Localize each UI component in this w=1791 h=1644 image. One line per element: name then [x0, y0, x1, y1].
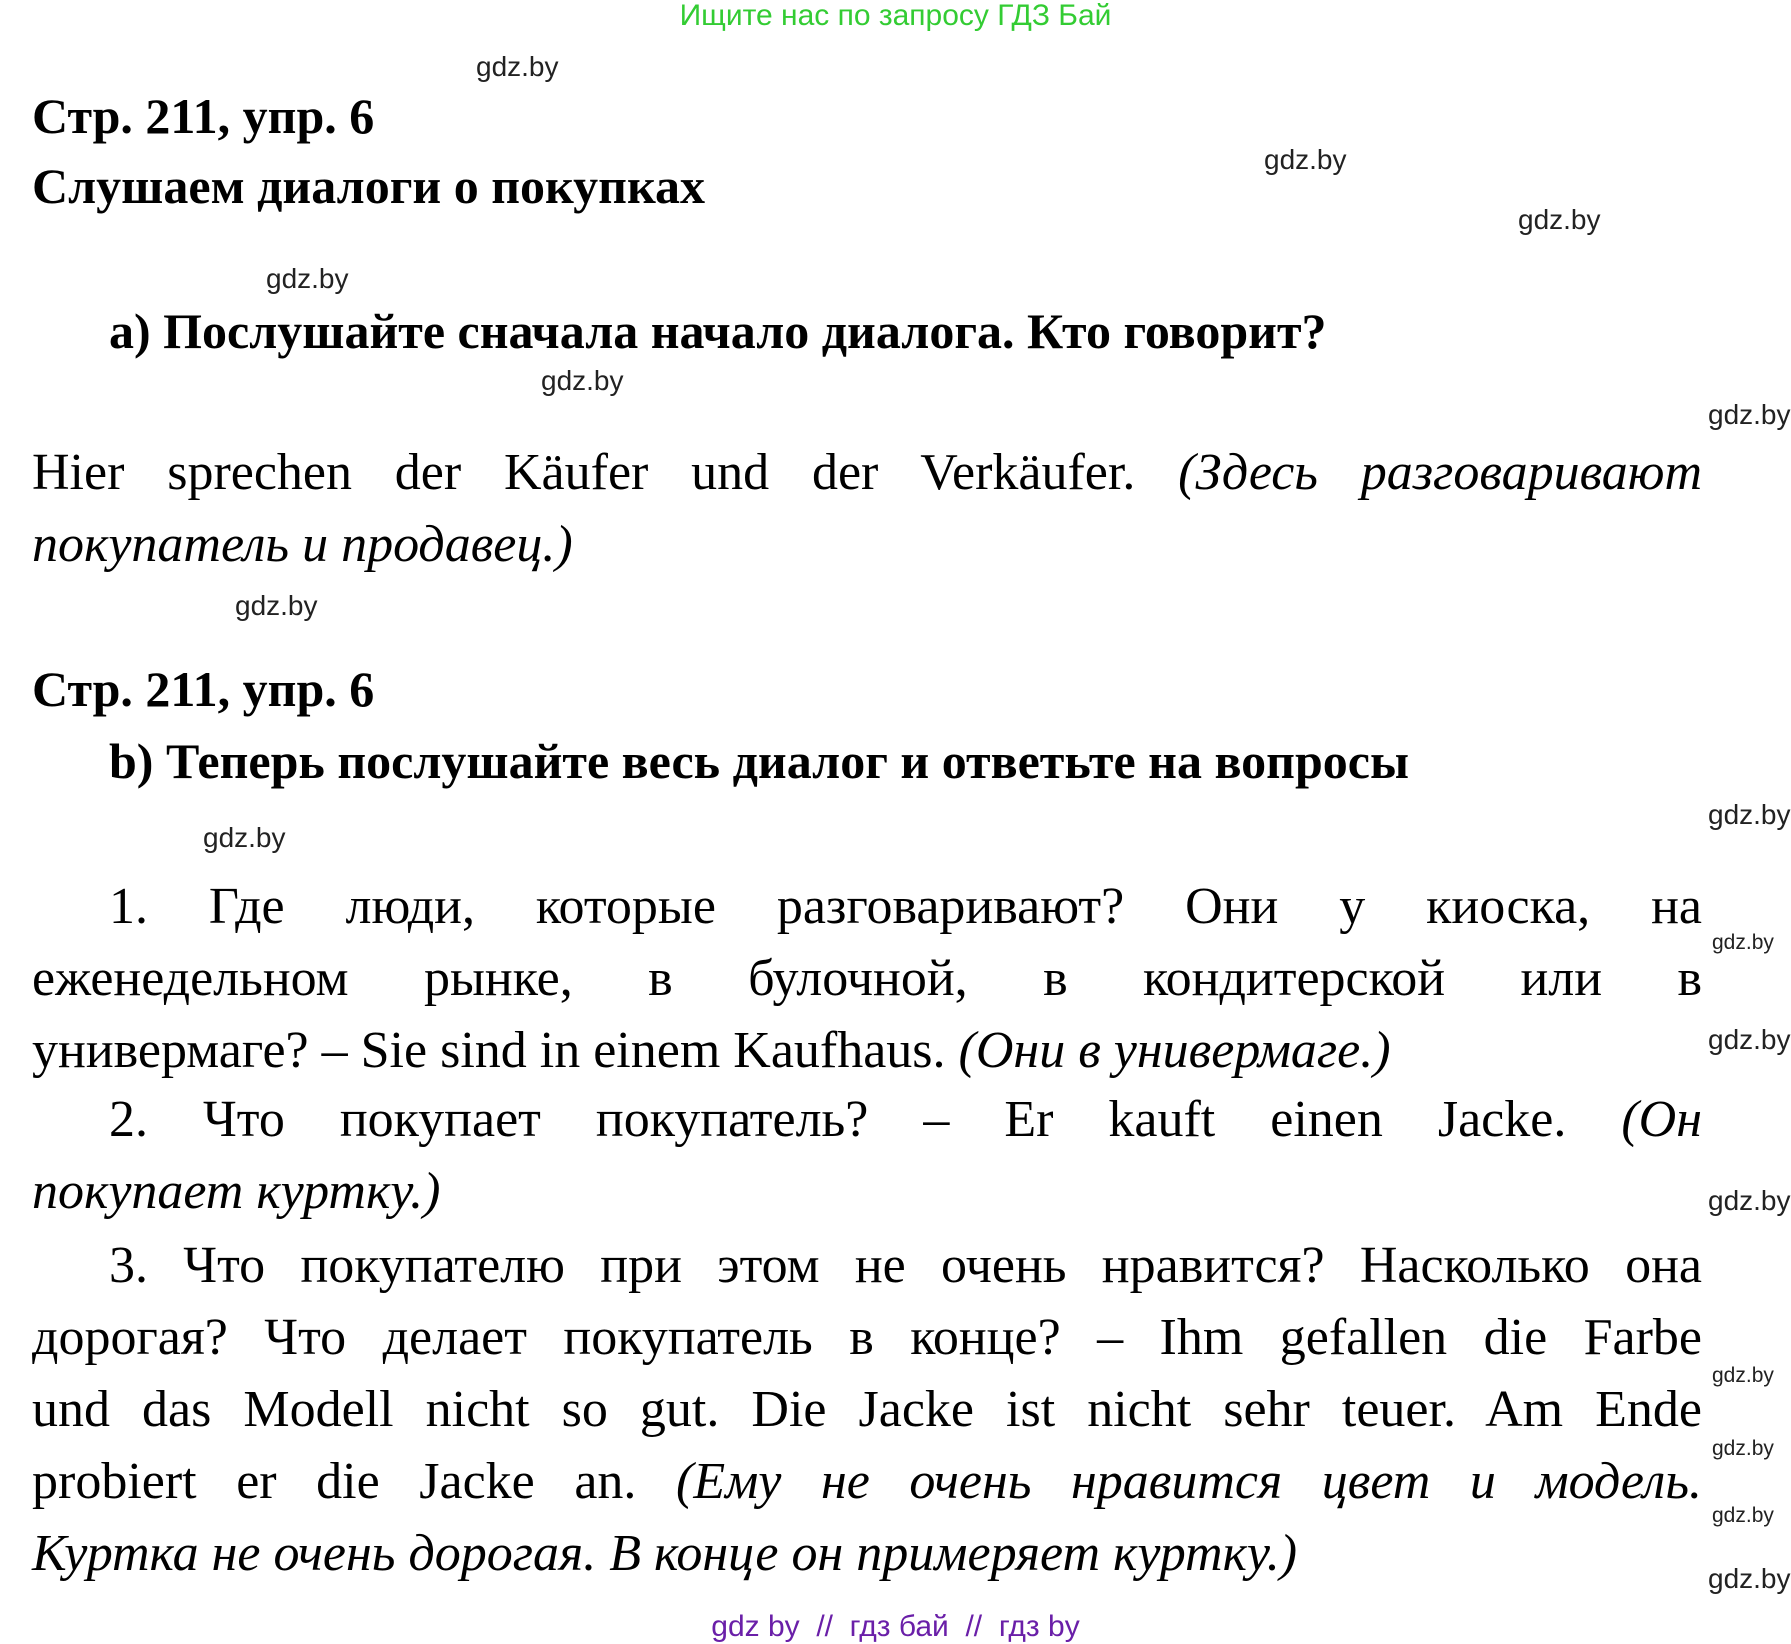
task-b-heading: b) Теперь послушайте весь диалог и ответьте на вопросы: [109, 733, 1409, 789]
answer-a-line: [32, 437, 1702, 509]
question-line: [32, 1015, 1702, 1087]
answer-translation: Куртка не очень дорогая. В конце он примеряет куртку.): [32, 1525, 1298, 1582]
watermark: gdz.by: [1708, 1563, 1791, 1594]
question-1: [32, 871, 1702, 1087]
question-line: [32, 1518, 1702, 1590]
watermark: gdz.by: [1712, 931, 1774, 954]
watermark: gdz.by: [1712, 1437, 1774, 1460]
watermark: gdz.by: [1708, 1185, 1791, 1216]
question-2: [32, 1084, 1702, 1228]
section-title: Слушаем диалоги о покупках: [32, 158, 705, 214]
watermark: gdz.by: [1712, 1504, 1774, 1527]
watermark: gdz.by: [1708, 799, 1791, 830]
question-line: дорогая? Что делает покупатель в конце? – Ihm gefallen die Farbe: [32, 1309, 1702, 1366]
question-line: [32, 1156, 1702, 1228]
watermark: gdz.by: [1708, 399, 1791, 430]
task-a-heading: a) Послушайте сначала начало диалога. Кто говорит?: [109, 303, 1327, 359]
question-3: [32, 1230, 1702, 1590]
watermark: gdz.by: [266, 263, 349, 294]
answer-translation: покупает куртку.): [32, 1163, 441, 1220]
answer-german: 2. Что покупает покупатель? – Er kauft einen Jacke.: [109, 1091, 1567, 1148]
watermark: gdz.by: [1712, 1364, 1774, 1387]
answer-translation: (Он: [1621, 1091, 1702, 1148]
answer-german: probiert er die Jacke an.: [32, 1453, 637, 1510]
watermark: gdz.by: [1518, 204, 1601, 235]
question-line: 1. Где люди, которые разговаривают? Они у киоска, на: [109, 878, 1702, 935]
question-line: [32, 1084, 1702, 1156]
page-title-2: Стр. 211, упр. 6: [32, 661, 375, 717]
answer-a: [32, 437, 1702, 581]
search-banner: Ищите нас по запросу ГДЗ Бай: [679, 0, 1112, 32]
question-line: [32, 1446, 1702, 1518]
answer-translation: (Ему не очень нравится цвет и модель.: [676, 1453, 1703, 1510]
question-line: 3. Что покупателю при этом не очень нравится? Насколько она: [109, 1237, 1702, 1294]
answer-a-german: Hier sprechen der Käufer und der Verkäufer.: [32, 444, 1136, 501]
page-title: Стр. 211, упр. 6: [32, 88, 375, 144]
watermark: gdz.by: [235, 590, 318, 621]
answer-a-line: [32, 509, 1702, 581]
watermark: gdz.by: [203, 822, 286, 853]
footer-links: gdz by // гдз бай // гдз by: [711, 1610, 1080, 1643]
watermark: gdz.by: [1264, 144, 1347, 175]
answer-translation: (Они в универмаге.): [958, 1022, 1391, 1079]
answer-german: универмаге? – Sie sind in einem Kaufhaus.: [32, 1022, 946, 1079]
watermark: gdz.by: [1708, 1024, 1791, 1055]
question-line: und das Modell nicht so gut. Die Jacke ist nicht sehr teuer. Am Ende: [32, 1381, 1702, 1438]
watermark: gdz.by: [476, 51, 559, 82]
answer-a-translation: (Здесь разговаривают: [1178, 444, 1702, 501]
answer-a-translation: покупатель и продавец.): [32, 516, 573, 573]
watermark: gdz.by: [541, 365, 624, 396]
question-line: еженедельном рынке, в булочной, в кондитерской или в: [32, 950, 1702, 1007]
